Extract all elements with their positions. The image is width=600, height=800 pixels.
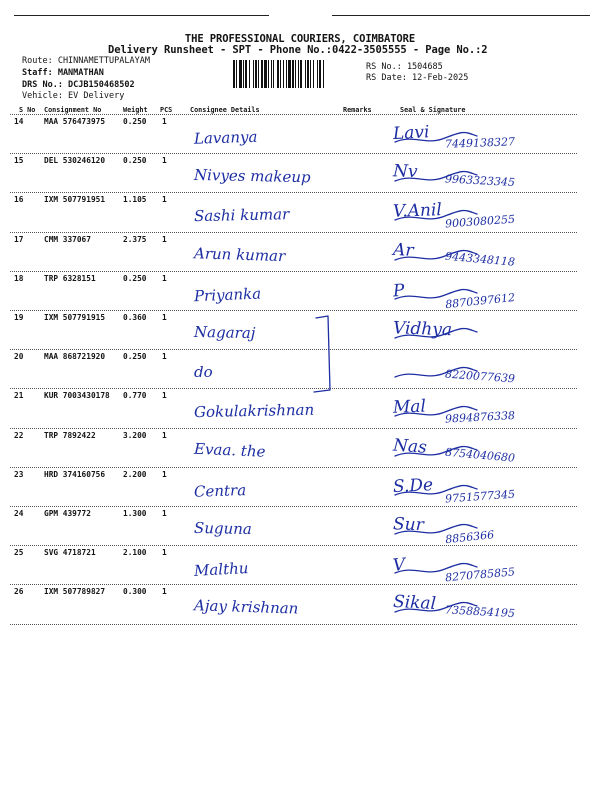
cell-weight: 0.360 (123, 313, 147, 322)
svg-text:P: P (392, 280, 406, 302)
cell-weight: 2.375 (123, 234, 147, 244)
svg-text:Malthu: Malthu (193, 559, 249, 581)
svg-text:9963323345: 9963323345 (444, 172, 516, 190)
seal-signature (385, 586, 575, 622)
seal-signature (385, 312, 575, 348)
cell-pcs: 1 (162, 587, 167, 597)
staff-label: Staff: MANMATHAN (22, 68, 104, 78)
svg-text:Sikal: Sikal (392, 592, 437, 615)
cell-weight: 0.250 (123, 156, 147, 166)
svg-text:Sur: Sur (392, 514, 425, 536)
consignee-handwriting (188, 275, 338, 309)
svg-text:Nv: Nv (392, 161, 418, 183)
svg-text:V: V (392, 555, 407, 577)
svg-text:8856366: 8856366 (444, 528, 495, 547)
seal-signature (385, 116, 575, 152)
table-row (10, 192, 577, 231)
cell-sno: 19 (14, 313, 24, 322)
cell-pcs: 1 (162, 548, 167, 558)
svg-text:Centra: Centra (193, 480, 247, 501)
consignee-handwriting (188, 471, 338, 505)
rs-number: RS No.: 1504685 (366, 62, 443, 72)
cell-pcs: 1 (162, 430, 167, 440)
consignee-handwriting (188, 236, 338, 270)
svg-text:9003080255: 9003080255 (444, 213, 516, 231)
cell-weight: 2.200 (123, 469, 147, 479)
cell-consignment: IXM 507789827 (44, 587, 106, 597)
barcode-image (233, 60, 356, 88)
table-row (10, 388, 577, 427)
consignee-handwriting (188, 118, 338, 152)
cell-weight: 0.250 (123, 117, 147, 126)
cell-sno: 24 (14, 509, 24, 518)
cell-sno: 26 (14, 587, 24, 597)
cell-pcs: 1 (162, 156, 167, 166)
cell-weight: 3.200 (123, 430, 147, 440)
cell-weight: 0.250 (123, 273, 147, 283)
svg-text:Evaa. the: Evaa. the (193, 439, 266, 461)
cell-sno: 16 (14, 195, 24, 205)
cell-weight: 0.250 (123, 352, 147, 362)
svg-text:S.De: S.De (392, 474, 434, 497)
table-row (10, 584, 577, 623)
consignee-handwriting (188, 196, 338, 230)
seal-signature (385, 508, 575, 547)
column-header-weight: Weight (123, 106, 148, 114)
table-row (10, 506, 577, 545)
cell-sno: 20 (14, 352, 24, 362)
svg-text:9443348118: 9443348118 (444, 249, 516, 269)
cell-weight: 2.100 (123, 548, 147, 558)
cell-pcs: 1 (162, 391, 167, 401)
cell-consignment: TRP 6328151 (44, 273, 96, 283)
cell-sno: 21 (14, 391, 24, 401)
svg-text:8870397612: 8870397612 (444, 290, 516, 311)
column-header-consignee: Consignee Details (190, 106, 260, 114)
svg-text:Lavi: Lavi (392, 122, 430, 145)
cell-consignment: CMM 337067 (44, 234, 91, 244)
svg-text:8270785855: 8270785855 (444, 565, 516, 585)
seal-signature (385, 234, 575, 270)
seal-signature (385, 547, 575, 583)
table-row (10, 153, 577, 192)
cell-sno: 18 (14, 273, 24, 283)
consignee-handwriting (188, 510, 338, 544)
svg-text:9751577345: 9751577345 (444, 487, 516, 506)
cell-pcs: 1 (162, 352, 167, 362)
rs-date: RS Date: 12-Feb-2025 (366, 73, 469, 83)
consignee-handwriting (188, 549, 338, 583)
svg-text:Lavanya: Lavanya (193, 127, 258, 148)
cell-consignment: IXM 507791915 (44, 313, 106, 322)
cell-weight: 0.300 (123, 587, 147, 597)
svg-text:8220077639: 8220077639 (444, 367, 516, 386)
table-row (10, 232, 577, 271)
svg-text:Vidhya: Vidhya (392, 318, 453, 341)
cell-pcs: 1 (162, 117, 167, 126)
cell-consignment: MAA 576473975 (44, 117, 106, 126)
consignee-handwriting (188, 157, 338, 191)
column-header-seal: Seal & Signature (400, 106, 466, 114)
company-title: THE PROFESSIONAL COURIERS, COIMBATORE (184, 33, 416, 45)
cell-consignment: DEL 530246120 (44, 156, 106, 166)
column-header-consignment: Consignment No (44, 106, 102, 114)
svg-text:V.Anil: V.Anil (392, 200, 443, 223)
cell-pcs: 1 (162, 469, 167, 479)
table-row (10, 310, 577, 349)
cell-sno: 23 (14, 469, 24, 479)
svg-text:9894876338: 9894876338 (444, 409, 516, 426)
svg-text:Suguna: Suguna (193, 518, 253, 539)
cell-sno: 25 (14, 548, 24, 558)
consignee-handwriting (188, 588, 338, 622)
svg-text:Gokulakrishnan: Gokulakrishnan (193, 401, 315, 422)
svg-text:Sashi kumar: Sashi kumar (193, 205, 290, 226)
svg-text:Ar: Ar (392, 239, 414, 261)
svg-text:Nagaraj: Nagaraj (193, 322, 256, 343)
runsheet-line: Delivery Runsheet - SPT - Phone No.:0422-3505555 - Page No.:2 (108, 44, 488, 56)
seal-signature (385, 351, 575, 387)
cell-sno: 22 (14, 430, 24, 440)
column-header-pcs: PCS (160, 106, 173, 114)
cell-consignment: MAA 868721920 (44, 352, 106, 362)
cell-weight: 0.770 (123, 391, 147, 401)
cell-consignment: GPM 439772 (44, 509, 91, 518)
route-label: Route: CHINNAMETTUPALAYAM (22, 56, 150, 66)
cell-consignment: TRP 7892422 (44, 430, 96, 440)
cell-sno: 14 (14, 117, 24, 126)
svg-text:Arun kumar: Arun kumar (193, 243, 286, 265)
table-row (10, 545, 577, 584)
cell-consignment: IXM 507791951 (44, 195, 106, 205)
cell-pcs: 1 (162, 509, 167, 518)
svg-text:7358854195: 7358854195 (444, 603, 516, 621)
seal-signature (385, 155, 575, 191)
svg-text:7449138327: 7449138327 (444, 135, 516, 151)
svg-text:8754040680: 8754040680 (444, 445, 516, 465)
drs-number: DRS No.: DCJB150468502 (22, 80, 135, 90)
seal-signature (385, 273, 575, 309)
table-row (10, 467, 577, 506)
vehicle-label: Vehicle: EV Delivery (22, 91, 125, 101)
cell-consignment: HRD 374160756 (44, 469, 106, 479)
cell-pcs: 1 (162, 273, 167, 283)
cell-sno: 17 (14, 234, 24, 244)
row-divider (10, 624, 577, 625)
table-row (10, 349, 577, 388)
seal-signature (385, 469, 575, 505)
cell-consignment: SVG 4718721 (44, 548, 96, 558)
cell-sno: 15 (14, 156, 24, 166)
cell-pcs: 1 (162, 313, 167, 322)
seal-signature (385, 194, 575, 230)
svg-text:Ajay krishnan: Ajay krishnan (193, 596, 299, 618)
top-rule-left (14, 15, 269, 16)
bracket-mark (310, 312, 340, 402)
table-row (10, 271, 577, 310)
top-rule-right (332, 15, 590, 16)
svg-text:do: do (194, 363, 213, 382)
seal-signature (385, 430, 575, 466)
seal-signature (385, 390, 575, 426)
svg-text:Nas: Nas (392, 435, 428, 458)
runsheet-table (10, 103, 580, 633)
table-row (10, 114, 577, 153)
cell-weight: 1.300 (123, 509, 147, 518)
svg-text:Priyanka: Priyanka (193, 284, 262, 306)
column-header-sno: S No (19, 106, 36, 114)
cell-pcs: 1 (162, 234, 167, 244)
consignee-handwriting (188, 432, 338, 466)
table-row (10, 428, 577, 467)
cell-pcs: 1 (162, 195, 167, 205)
cell-consignment: KUR 7003430178 (44, 391, 110, 401)
svg-text:Mal: Mal (392, 397, 427, 419)
column-header-remarks: Remarks (343, 106, 372, 114)
cell-weight: 1.105 (123, 195, 147, 205)
svg-text:Nivyes makeup: Nivyes makeup (193, 166, 311, 187)
